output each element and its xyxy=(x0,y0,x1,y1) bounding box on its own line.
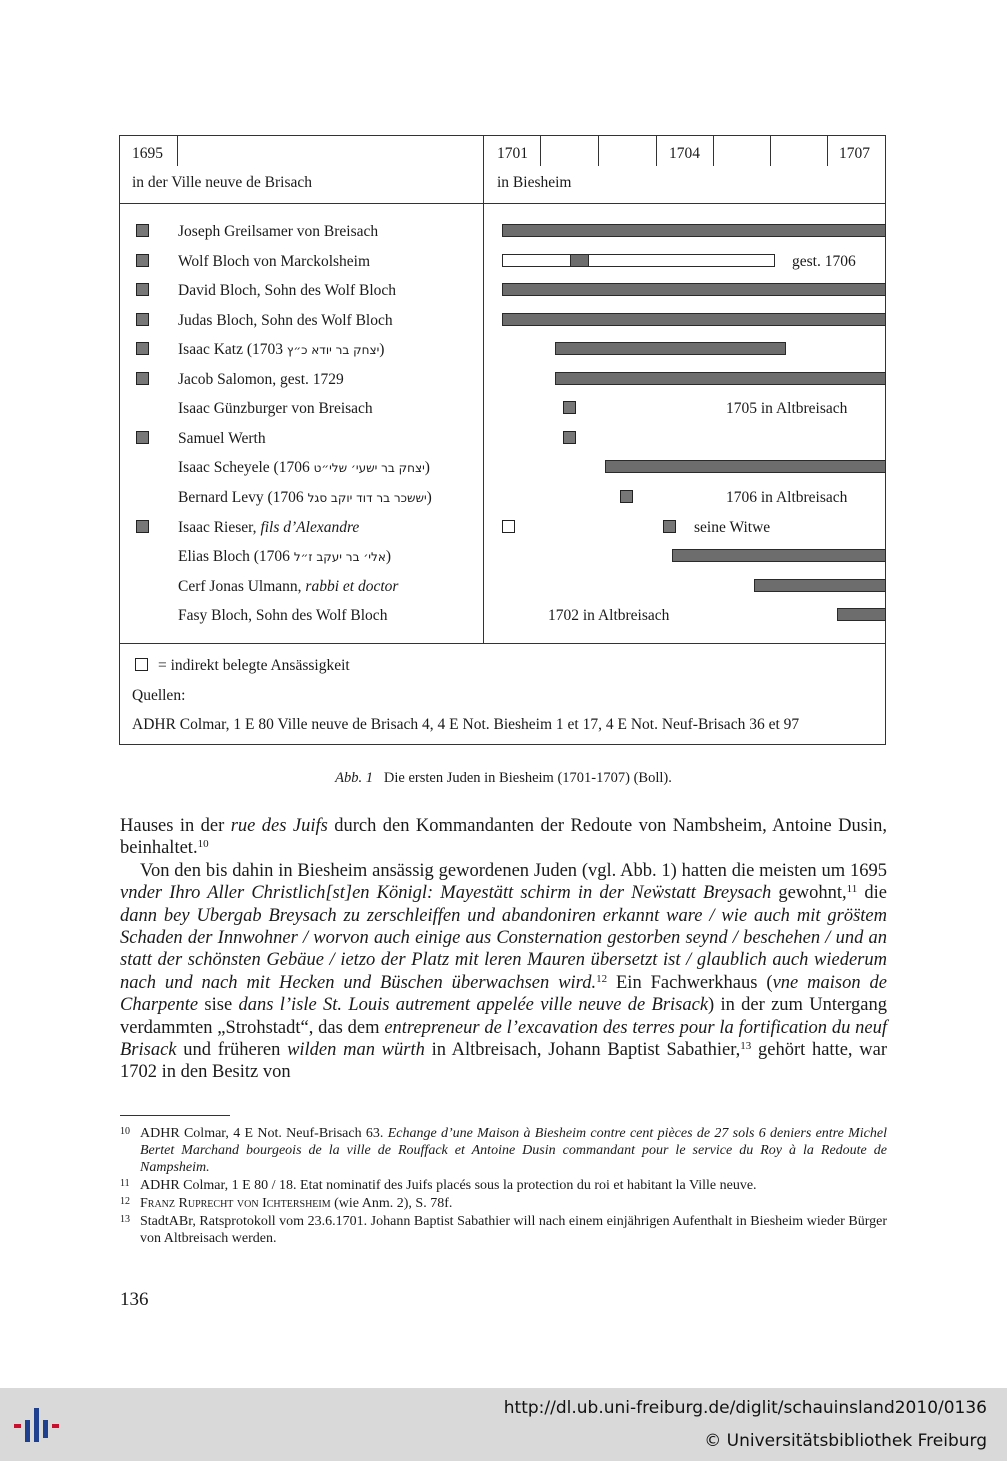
viewer-footer xyxy=(0,1388,1007,1461)
residence-bar xyxy=(502,283,886,296)
header-place-left: in der Ville neuve de Brisach xyxy=(132,174,312,191)
footnote-12: 12 Franz Ruprecht von Ichtersheim (wie Anm. 2), S. 78f. xyxy=(120,1196,453,1211)
residence-bar xyxy=(754,579,886,592)
hebrew-name: יצחק בר יודא כ״ץ xyxy=(286,343,380,357)
ub-freiburg-logo-icon xyxy=(12,1402,62,1442)
person-name: Jacob Salomon, gest. 1729 xyxy=(178,371,344,388)
marker-square xyxy=(136,431,149,444)
page-number: 136 xyxy=(120,1289,149,1310)
footnote-ref[interactable]: 11 xyxy=(846,883,858,896)
paragraph: Hauses in der rue des Juifs durch den Kommandanten der Redoute von Nambsheim, Antoine Dusin, beinhaltet.$^{10}$ xyxy=(120,816,888,859)
residence-marker-indirect xyxy=(502,520,515,533)
header-place-right: in Biesheim xyxy=(497,174,572,191)
marker-square xyxy=(136,372,149,385)
residence-bar xyxy=(502,313,886,326)
hebrew-name: יצחק בר ישעי׳ שלי״ט xyxy=(313,461,425,475)
person-name: Isaac Katz (1703 יצחק בר יודא כ״ץ) xyxy=(178,341,385,358)
bar-note: 1705 in Altbreisach xyxy=(726,400,848,417)
footnotes xyxy=(120,1125,887,1248)
footnote-13: 13 StadtABr, Ratsprotokoll vom 23.6.1701. Johann Baptist Sabathier will nach einem einjährigen Aufenthalt in Biesheim wieder Bürger von Altbreisach werden. xyxy=(120,1214,887,1246)
person-name: Elias Bloch (1706 אלי׳ בר יעקב ז״ל) xyxy=(178,548,392,565)
bar-note: 1702 in Altbreisach xyxy=(548,607,670,624)
header-year-1695: 1695 xyxy=(132,145,163,162)
marker-square xyxy=(136,283,149,296)
footnote-ref[interactable]: 13 xyxy=(740,1040,752,1053)
person-name: Wolf Bloch von Marckolsheim xyxy=(178,253,371,270)
marker-square xyxy=(136,342,149,355)
person-name: Isaac Scheyele (1706 יצחק בר ישעי׳ שלי״ט) xyxy=(178,459,430,476)
residence-bar xyxy=(502,224,886,237)
sources-text: ADHR Colmar, 1 E 80 Ville neuve de Brisach 4, 4 E Not. Biesheim 1 et 17, 4 E Not. Neuf-Brisach 36 et 97 xyxy=(132,716,800,733)
caption-label: Abb. 1 xyxy=(335,770,374,786)
person-name: Samuel Werth xyxy=(178,430,266,447)
residence-bar xyxy=(672,549,886,562)
marker-square xyxy=(136,224,149,237)
residence-bar xyxy=(570,254,589,267)
person-name: Bernard Levy (1706 יששכר בר דוד יוקב סגל) xyxy=(178,489,432,506)
hebrew-name: אלי׳ בר יעקב ז״ל xyxy=(293,550,386,564)
residence-marker xyxy=(563,431,576,444)
header-year-1701: 1701 xyxy=(497,145,528,162)
header-year-1707: 1707 xyxy=(839,145,870,162)
legend-label: = indirekt belegte Ansässigkeit xyxy=(158,657,350,674)
marker-square xyxy=(136,520,149,533)
sources-label: Quellen: xyxy=(132,687,186,704)
marker-square xyxy=(136,254,149,267)
residence-bar xyxy=(837,608,886,621)
bar-note: 1706 in Altbreisach xyxy=(726,489,848,506)
caption-text: Die ersten Juden in Biesheim (1701-1707) (Boll). xyxy=(383,770,672,786)
footnote-10: 10 ADHR Colmar, 4 E Not. Neuf-Brisach 63. Echange d’une Maison à Biesheim contre cent pièces de 27 sols 6 deniers entre Michel Bertet Marchand bourgeois de la ville de Rouffack et Antoine Dusin commandant pour le service du Roy à la Redoute de Nampsheim. xyxy=(120,1126,887,1175)
footnote-11: 11 ADHR Colmar, 1 E 80 / 18. Etat nominatif des Juifs placés sous la protection du roi et habitant la Ville neuve. xyxy=(120,1178,757,1193)
footnote-ref[interactable]: 12 xyxy=(596,972,608,985)
header-year-1704: 1704 xyxy=(669,145,700,162)
person-name: Joseph Greilsamer von Breisach xyxy=(178,223,379,240)
copyright-text: © Universitätsbibliothek Freiburg xyxy=(704,1431,987,1451)
paragraph: Von den bis dahin in Biesheim ansässig gewordenen Juden (vgl. Abb. 1) hatten die meisten um 1695 vnder Ihro Aller Christlich[st]en Königl: Mayestätt schirm in der Neẅstatt Breysach gewohnt,$^{11}$ die dann bey Ubergab Breysach zu zerschleiffen und abandoniren erkannt ware / wie auch mit grö̈stem Schaden der Innwohner / worvon auch einige aus Consternation gestorben seynd / beschehen / und an statt der schönsten Gebäue / ietzo der Platz mit leren Mauren übersetzt ist / glaublich auch wiederum nach und nach mit Hecken und Büschen überwachsen wird.$^{12}$ Ein Fachwerkhaus (vne maison de Charpente sise dans l’isle St. Louis autrement appelée ville neuve de Brisack) in der zum Untergang verdammten „Strohstadt“, das dem entrepreneur de l’excavation des terres pour la fortification du neuf Brisack und früheren wilden man würth in Altbreisach, Johann Baptist Sabathier,$^{13}$ gehört hatte, war 1702 in den Besitz von xyxy=(120,860,887,1083)
person-name: Fasy Bloch, Sohn des Wolf Bloch xyxy=(178,607,388,624)
bar-note: gest. 1706 xyxy=(792,253,856,270)
person-name: Isaac Günzburger von Breisach xyxy=(178,400,373,417)
legend-symbol xyxy=(135,658,148,671)
person-name: Cerf Jonas Ulmann, rabbi et doctor xyxy=(178,578,399,595)
residence-bar xyxy=(555,342,786,355)
person-name: Isaac Rieser, fils d’Alexandre xyxy=(178,519,360,536)
marker-square xyxy=(136,313,149,326)
body-text xyxy=(120,815,887,1084)
person-name: David Bloch, Sohn des Wolf Bloch xyxy=(178,282,397,299)
person-name: Judas Bloch, Sohn des Wolf Bloch xyxy=(178,312,393,329)
figure-caption xyxy=(0,770,1007,787)
residence-marker xyxy=(563,401,576,414)
document-url-link[interactable]: http://dl.ub.uni-freiburg.de/diglit/schauinsland2010/0136 xyxy=(503,1398,987,1418)
figure-timeline-table xyxy=(119,135,886,745)
residence-bar xyxy=(555,372,886,385)
residence-marker xyxy=(620,490,633,503)
bar-note: seine Witwe xyxy=(694,519,771,536)
residence-marker xyxy=(663,520,676,533)
residence-bar-indirect xyxy=(502,254,775,267)
footnote-rule xyxy=(120,1115,230,1116)
footnote-ref[interactable]: 10 xyxy=(197,838,209,851)
residence-bar xyxy=(605,460,886,473)
hebrew-name: יששכר בר דוד יוקב סגל xyxy=(307,491,427,505)
